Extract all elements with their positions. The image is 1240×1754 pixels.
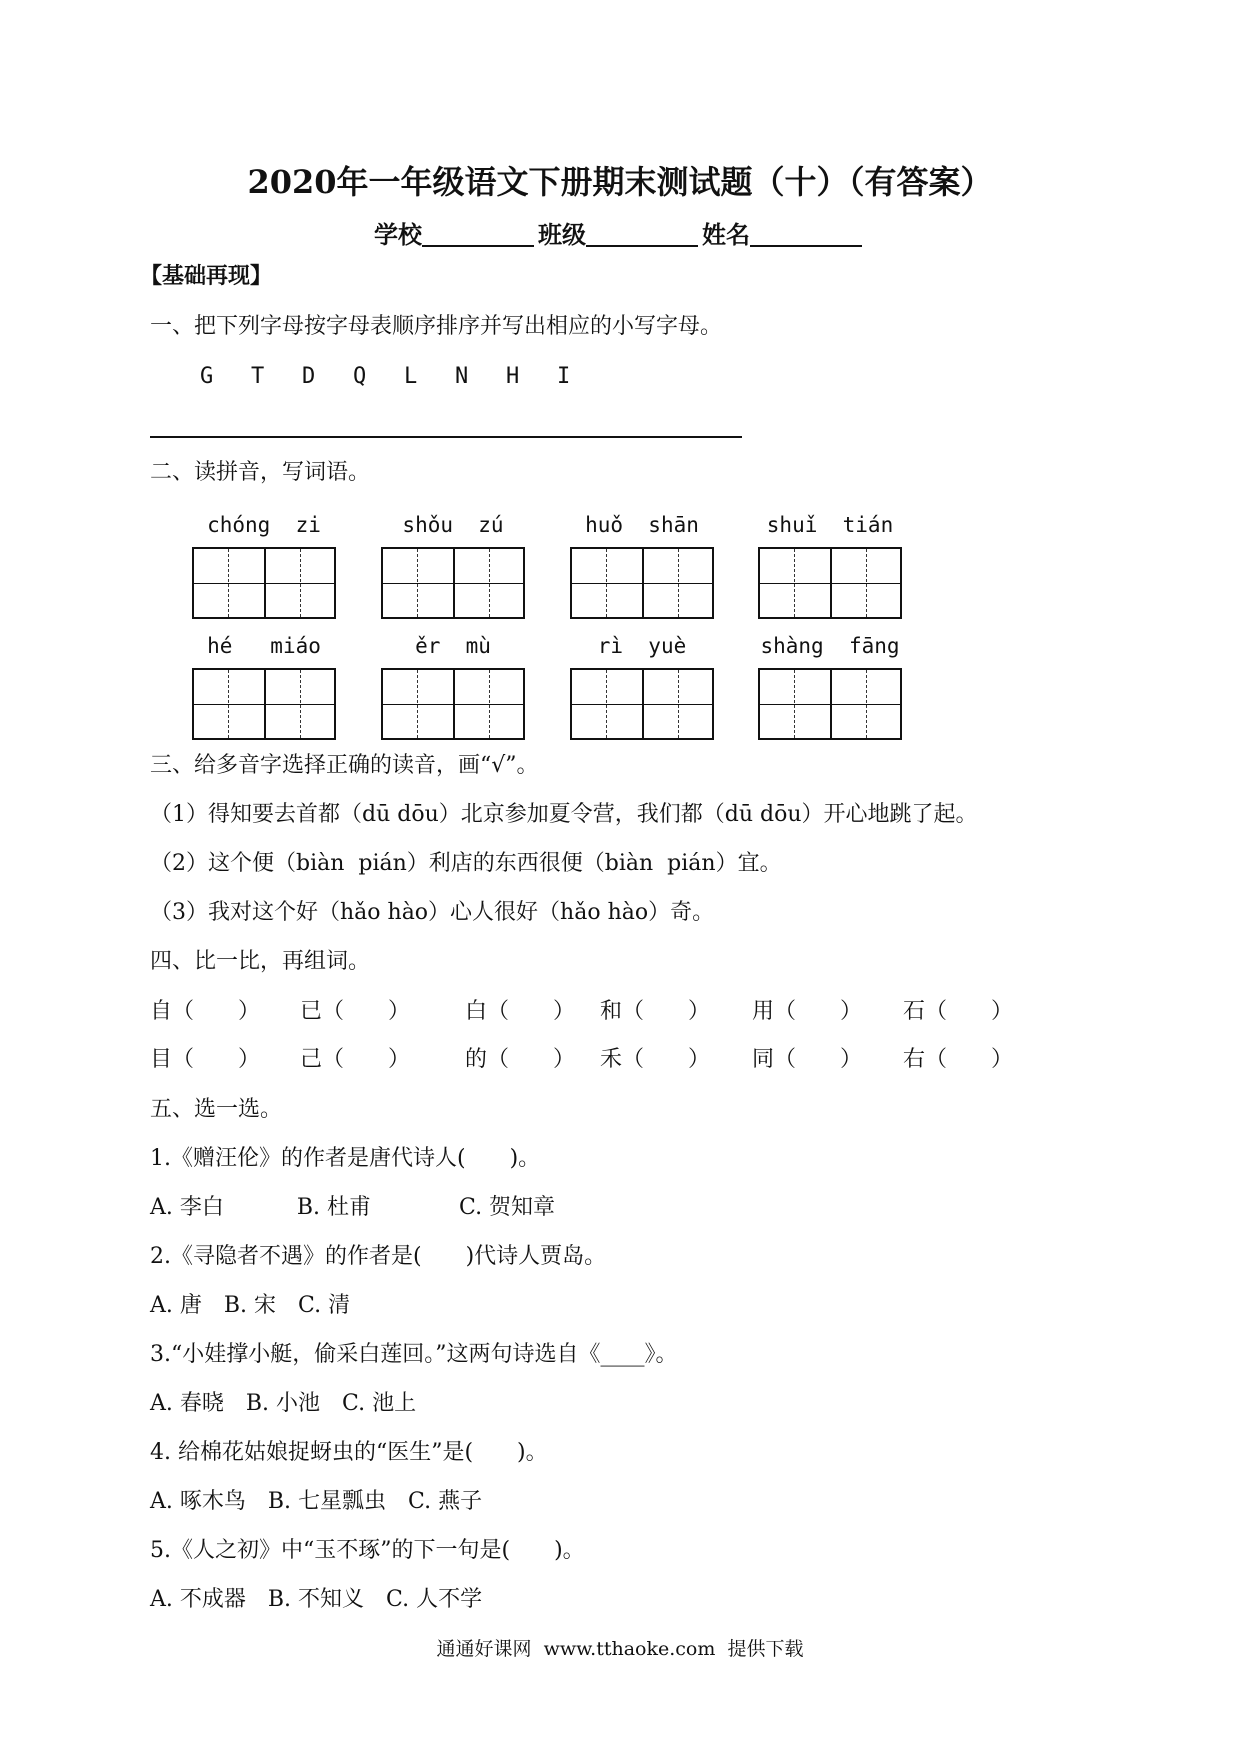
grid-guide (572, 704, 712, 705)
q3-item: （2）这个便（biàn pián）利店的东西很便（biàn pián）宜。 (150, 851, 782, 876)
pinyin-label: chóng zi (207, 513, 321, 537)
word-blank: 已（ ） (300, 999, 411, 1024)
class-blank (586, 223, 698, 247)
word-blank: 的（ ） (465, 1047, 576, 1072)
pinyin-label: ěr mù (415, 634, 491, 658)
word-blank: 目（ ） (150, 1047, 261, 1072)
q1-heading: 一、把下列字母按字母表顺序排序并写出相应的小写字母。 (150, 314, 723, 339)
writing-grid (381, 668, 525, 740)
writing-grid (381, 547, 525, 619)
grid-guide (760, 583, 900, 584)
student-info (0, 220, 1240, 249)
q3-heading: 三、给多音字选择正确的读音，画“√”。 (150, 753, 539, 778)
question: 5.《人之初》中“玉不琢”的下一句是( )。 (150, 1538, 585, 1563)
letter: T (251, 364, 265, 389)
answer-line (150, 436, 742, 438)
pinyin-label: shàng fāng (760, 634, 900, 658)
pinyin-label: huǒ shān (585, 513, 699, 537)
word-blank: 禾（ ） (600, 1047, 711, 1072)
answer-options: A. 李白 B. 杜甫 C. 贺知章 (150, 1195, 556, 1220)
question: 1.《赠汪伦》的作者是唐代诗人( )。 (150, 1146, 541, 1171)
school-label: 学校 (374, 220, 422, 249)
word-blank: 石（ ） (903, 999, 1014, 1024)
pinyin-label: rì yuè (597, 634, 687, 658)
q4-heading: 四、比一比，再组词。 (150, 949, 371, 974)
letter: L (404, 364, 418, 389)
writing-grid (570, 547, 714, 619)
letter: Q (353, 364, 367, 389)
school-blank (422, 223, 534, 247)
letter: N (455, 364, 469, 389)
letter: H (506, 364, 520, 389)
q3-item: （1）得知要去首都（dū dōu）北京参加夏令营，我们都（dū dōu）开心地跳了起。 (150, 802, 978, 827)
word-blank: 己（ ） (300, 1047, 411, 1072)
q3-item: （3）我对这个好（hǎo hào）心人很好（hǎo hào）奇。 (150, 900, 715, 925)
question: 3.“小娃撑小艇，偷采白莲回。”这两句诗选自《____》。 (150, 1342, 678, 1367)
question: 2.《寻隐者不遇》的作者是( )代诗人贾岛。 (150, 1244, 607, 1269)
answer-options: A. 不成器 B. 不知义 C. 人不学 (150, 1587, 483, 1612)
footer-source: 通通好课网 www.tthaoke.com 提供下载 (436, 1638, 804, 1660)
grid-guide (572, 583, 712, 584)
letter: G (200, 364, 214, 389)
class-label: 班级 (538, 220, 586, 249)
q2-heading: 二、读拼音，写词语。 (150, 460, 371, 485)
answer-options: A. 唐 B. 宋 C. 清 (150, 1293, 351, 1318)
answer-options: A. 啄木鸟 B. 七星瓢虫 C. 燕子 (150, 1489, 483, 1514)
writing-grid (758, 547, 902, 619)
name-label: 姓名 (702, 220, 750, 249)
writing-grid (758, 668, 902, 740)
grid-guide (194, 583, 334, 584)
writing-grid (192, 668, 336, 740)
pinyin-label: hé miáo (207, 634, 321, 658)
word-blank: 右（ ） (903, 1047, 1014, 1072)
letter: I (557, 364, 571, 389)
question: 4. 给棉花姑娘捉蚜虫的“医生”是( )。 (150, 1440, 548, 1465)
q5-heading: 五、选一选。 (150, 1097, 283, 1122)
answer-options: A. 春晓 B. 小池 C. 池上 (150, 1391, 417, 1416)
pinyin-label: shuǐ tián (766, 513, 894, 537)
grid-guide (760, 704, 900, 705)
letter: D (302, 364, 316, 389)
pinyin-label: shǒu zú (402, 513, 504, 537)
writing-grid (192, 547, 336, 619)
grid-guide (383, 583, 523, 584)
grid-guide (194, 704, 334, 705)
word-blank: 和（ ） (600, 999, 711, 1024)
name-blank (750, 223, 862, 247)
section-basic: 【基础再现】 (140, 263, 273, 289)
word-blank: 白（ ） (465, 999, 576, 1024)
grid-guide (383, 704, 523, 705)
word-blank: 用（ ） (752, 999, 863, 1024)
page-title: 2020年一年级语文下册期末测试题（十）（有答案） (247, 163, 993, 201)
word-blank: 自（ ） (150, 999, 261, 1024)
word-blank: 同（ ） (752, 1047, 863, 1072)
writing-grid (570, 668, 714, 740)
